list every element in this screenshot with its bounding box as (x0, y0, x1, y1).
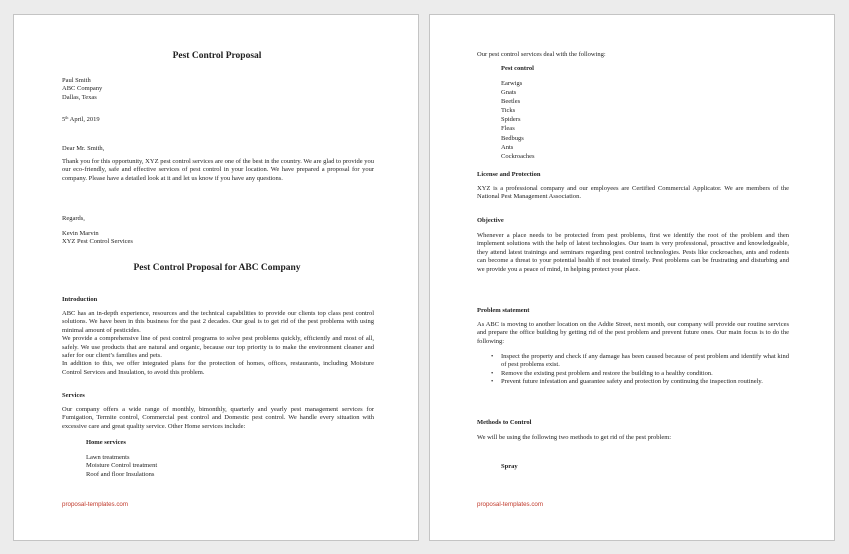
introduction-paragraph-2: We provide a comprehensive line of pest control programs to solve pest problems quickly, efficiently and most of all, safely. We use products that are natural and organic, because our top priority is to make the environment cleaner and safer for our client’s families and pets. (62, 335, 374, 360)
proposal-subtitle: Pest Control Proposal for ABC Company (133, 263, 301, 273)
pest-list (501, 79, 535, 161)
list-item: Bedbugs (501, 134, 524, 142)
recipient-name: Paul Smith (62, 77, 91, 84)
list-item: Earwigs (501, 80, 523, 87)
introduction-paragraph-1: ABC has an in-depth experience, resources and the technical capabilities to provide our clients top class pest control solutions. We have been in this business for the past 2 decades. Our goal is to get rid of the pest problems with using minimal amount of pesticides. (62, 310, 374, 334)
letter-date (62, 116, 100, 124)
objective-paragraph: Whenever a place needs to be protected from pest problems, first we identify the root of the problem and then implement solutions with the help of latest technologies. Our team is very professional, proactive and knowledgeable, they attend latest trainings and seminars regarding pest control technologies. Pests like cockroaches, ants and rodents can become a threat to your potential health if not treated timely. Pest problems can be frustrating and disturbing and we provide you a peace of mind, in helping protect your place. (477, 232, 789, 273)
services-paragraph: Our company offers a wide range of monthly, bimonthly, quarterly and yearly pest management services for Fumigation, Termite control, Commercial pest control and Domestic pest control. We handle every situation with excessive care and great quality service. Other Home services include: (62, 406, 374, 430)
problem-heading: Problem statement (477, 307, 530, 314)
list-item: Roof and floor Insulations (86, 470, 155, 478)
problem-paragraph: As ABC is moving to another location on the Addie Street, next month, our company will provide our routine services and prepare the office building by getting rid of the pest problem and prevent future ones. Our main focus is to do the following: (477, 321, 789, 345)
home-services-heading: Home services (86, 439, 126, 446)
methods-heading: Methods to Control (477, 419, 532, 426)
document-page-1 (13, 14, 419, 541)
salutation: Dear Mr. Smith, (62, 145, 105, 152)
introduction-heading: Introduction (62, 296, 98, 303)
sender-block (62, 230, 133, 247)
introduction-paragraph-3: In addition to this, we offer integrated plans for the protection of homes, offices, restaurants, including Moisture Control Services and Insulation, to avoid this problem. (62, 360, 374, 376)
methods-paragraph: We will be using the following two methods to get rid of the pest problem: (477, 434, 672, 441)
list-item: • Inspect the property and check if any damage has been caused because of pest problem and identify what kind of pest problems exist. (489, 353, 789, 370)
footer-link[interactable]: proposal-templates.com (62, 501, 129, 508)
date-suffix: th (65, 115, 69, 120)
date-month-year: April, 2019 (68, 116, 100, 123)
date-day: 5 (62, 116, 66, 123)
recipient-block (62, 77, 102, 102)
list-item: Beetles (501, 98, 521, 106)
list-item: Ants (501, 143, 514, 151)
sender-name: Kevin Marvin (62, 230, 99, 237)
list-item: • Remove the existing pest problem and restore the building to a healthy condition. (489, 370, 789, 378)
closing: Regards, (62, 215, 85, 222)
page-title: Pest Control Proposal (172, 51, 262, 61)
footer-link[interactable]: proposal-templates.com (477, 501, 544, 508)
introduction-section (62, 310, 374, 377)
list-item: Spiders (501, 116, 521, 124)
recipient-company: ABC Company (62, 85, 103, 93)
services-intro: Our pest control services deal with the following: (477, 51, 606, 58)
list-item: Fleas (501, 125, 515, 133)
services-heading: Services (62, 392, 85, 399)
list-item: Ticks (501, 107, 516, 115)
letter-body: Thank you for this opportunity, XYZ pest control services are one of the best in the country. We are glad to provide you our eco-friendly, safe and effective services of pest control in your location. We have prepared a proposal for your company. Please have a detailed look at it and let us know if you have any questions. (62, 158, 374, 182)
list-item: Gnats (501, 89, 517, 97)
list-item: Moisture Control treatment (86, 462, 158, 470)
sender-company: XYZ Pest Control Services (62, 238, 133, 246)
list-item: Cockroaches (501, 152, 535, 160)
license-paragraph: XYZ is a professional company and our employees are Certified Commercial Applicator. We are members of the National Pest Management Association. (477, 185, 789, 201)
document-page-2 (429, 14, 835, 541)
problem-bullet-list (489, 353, 789, 387)
spray-heading: Spray (501, 463, 518, 470)
objective-heading: Objective (477, 217, 504, 224)
home-services-list (86, 454, 157, 479)
list-item: Lawn treatments (86, 454, 130, 461)
recipient-location: Dallas, Texas (62, 93, 97, 101)
list-item: • Prevent future infestation and guarantee safety and protection by continuing the inspection routinely. (489, 378, 789, 386)
license-heading: License and Protection (477, 171, 541, 178)
pest-control-heading: Pest control (501, 65, 534, 72)
